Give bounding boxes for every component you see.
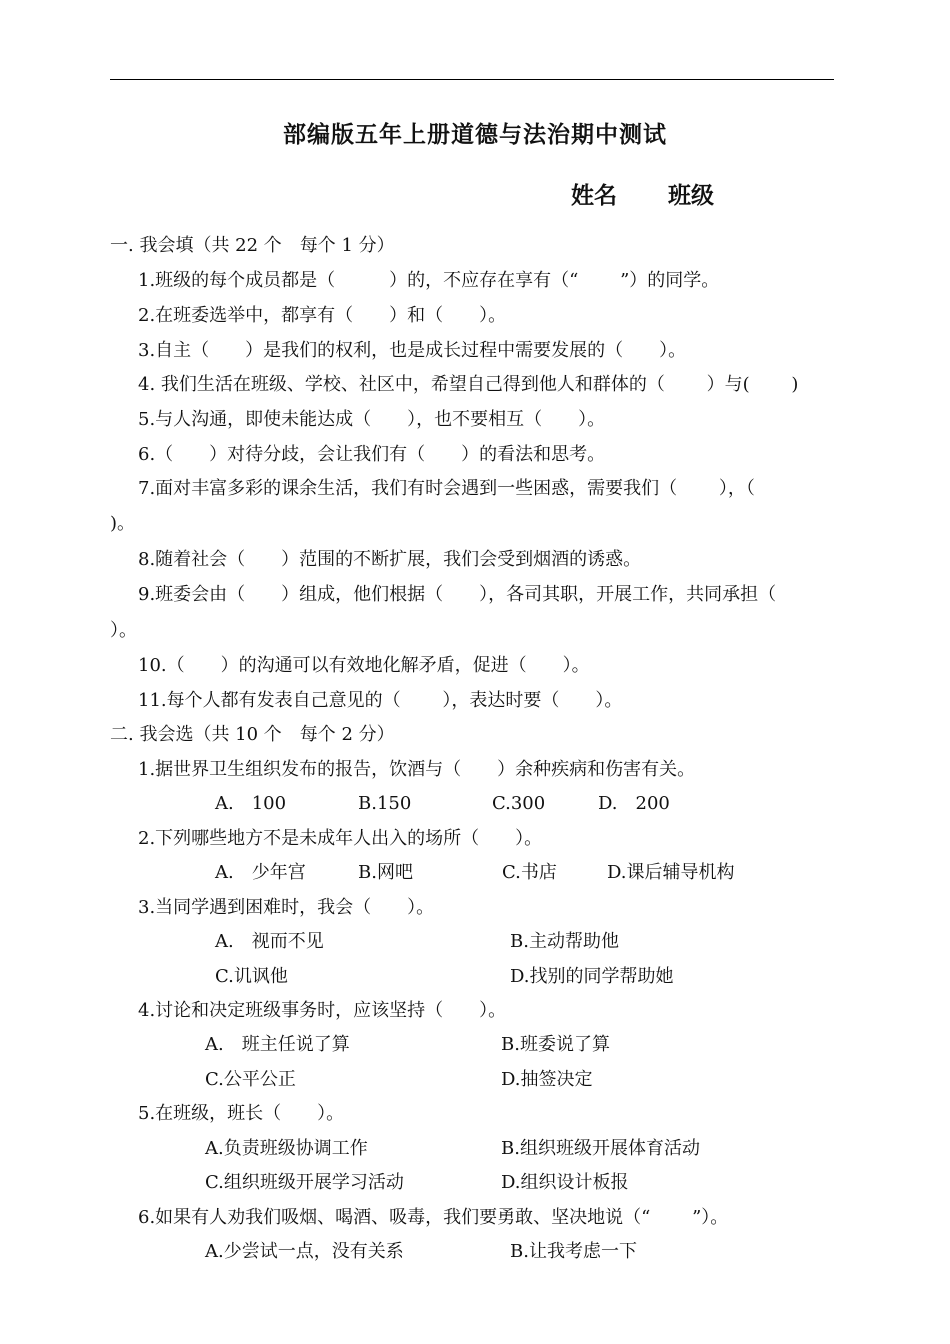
fill-question-9-cont: ）。 bbox=[110, 620, 137, 641]
choice-question-2: 2.下列哪些地方不是未成年人出入的场所（ ）。 bbox=[138, 828, 543, 849]
q4-option-a: A. 班主任说了算 bbox=[205, 1034, 350, 1055]
fill-question-9: 9.班委会由（ ）组成，他们根据（ ），各司其职，开展工作，共同承担（ bbox=[138, 584, 777, 605]
q3-option-c: C.讥讽他 bbox=[215, 966, 288, 987]
q5-option-b: B.组织班级开展体育活动 bbox=[501, 1138, 700, 1159]
q1-option-c: C.300 bbox=[492, 793, 546, 814]
fill-question-11: 11.每个人都有发表自己意见的（ ），表达时要（ ）。 bbox=[138, 690, 623, 711]
q5-option-a: A.负责班级协调工作 bbox=[205, 1138, 368, 1159]
q2-option-c: C.书店 bbox=[502, 862, 557, 883]
fill-question-2: 2.在班委选举中，都享有（ ）和（ ）。 bbox=[138, 305, 507, 326]
q6-option-a: A.少尝试一点，没有关系 bbox=[205, 1241, 404, 1262]
q4-option-c: C.公平公正 bbox=[205, 1069, 296, 1090]
q4-option-d: D.抽签决定 bbox=[501, 1069, 593, 1090]
class-label: 班级 bbox=[668, 183, 714, 209]
q6-option-b: B.让我考虑一下 bbox=[510, 1241, 637, 1262]
choice-question-3: 3.当同学遇到困难时，我会（ ）。 bbox=[138, 897, 435, 918]
fill-question-7: 7.面对丰富多彩的课余生活，我们有时会遇到一些困惑，需要我们（ ），（ bbox=[138, 478, 755, 499]
q5-option-d: D.组织设计板报 bbox=[501, 1172, 629, 1193]
top-rule bbox=[110, 79, 834, 80]
q5-option-c: C.组织班级开展学习活动 bbox=[205, 1172, 404, 1193]
fill-question-7-cont: )。 bbox=[110, 513, 136, 534]
q4-option-b: B.班委说了算 bbox=[501, 1034, 610, 1055]
fill-question-4: 4. 我们生活在班级、学校、社区中，希望自己得到他人和群体的（ ）与( ) bbox=[138, 374, 799, 395]
fill-question-5: 5.与人沟通，即使未能达成（ ），也不要相互（ ）。 bbox=[138, 409, 606, 430]
q3-option-b: B.主动帮助他 bbox=[510, 931, 619, 952]
fill-question-1: 1.班级的每个成员都是（ ）的，不应存在享有（“ ”）的同学。 bbox=[138, 270, 720, 291]
choice-question-4: 4.讨论和决定班级事务时，应该坚持（ ）。 bbox=[138, 1000, 507, 1021]
fill-question-10: 10.（ ）的沟通可以有效地化解矛盾，促进（ ）。 bbox=[138, 655, 590, 676]
name-label: 姓名 bbox=[571, 183, 617, 209]
choice-question-1: 1.据世界卫生组织发布的报告，饮酒与（ ）余种疾病和伤害有关。 bbox=[138, 759, 696, 780]
section2-heading: 二. 我会选（共 10 个 每个 2 分） bbox=[110, 724, 395, 745]
fill-question-6: 6.（ ）对待分歧，会让我们有（ ）的看法和思考。 bbox=[138, 444, 606, 465]
q1-option-d: D. 200 bbox=[598, 793, 670, 814]
choice-question-6: 6.如果有人劝我们吸烟、喝酒、吸毒，我们要勇敢、坚决地说（“ ”）。 bbox=[138, 1207, 729, 1228]
page-title: 部编版五年上册道德与法治期中测试 bbox=[283, 122, 667, 148]
fill-question-3: 3.自主（ ）是我们的权利，也是成长过程中需要发展的（ ）。 bbox=[138, 340, 687, 361]
q3-option-d: D.找别的同学帮助她 bbox=[510, 966, 674, 987]
section1-heading: 一. 我会填（共 22 个 每个 1 分） bbox=[110, 235, 395, 256]
q3-option-a: A. 视而不见 bbox=[215, 931, 324, 952]
q2-option-d: D.课后辅导机构 bbox=[607, 862, 735, 883]
fill-question-8: 8.随着社会（ ）范围的不断扩展，我们会受到烟酒的诱惑。 bbox=[138, 549, 642, 570]
choice-question-5: 5.在班级，班长（ ）。 bbox=[138, 1103, 345, 1124]
q2-option-b: B.网吧 bbox=[358, 862, 413, 883]
q1-option-a: A. 100 bbox=[215, 793, 287, 814]
q1-option-b: B.150 bbox=[358, 793, 412, 814]
q2-option-a: A. 少年宫 bbox=[215, 862, 306, 883]
